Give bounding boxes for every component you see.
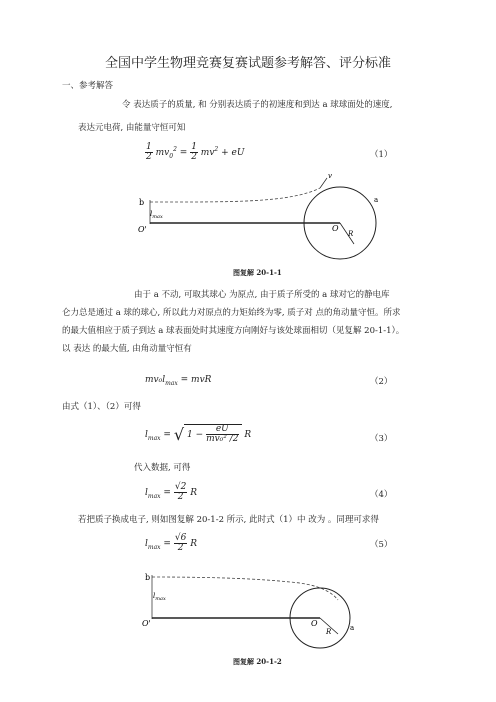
para2-line-1: 由于 a 不动, 可取其球心 为原点, 由于质子所受的 a 球对它的静电库	[134, 290, 390, 300]
equation-2: $mv_0l_{max}$ = mvR	[145, 375, 212, 387]
fig1-label-lmax: $l_{max}$	[150, 210, 163, 220]
fig1-label-origin: O'	[138, 225, 147, 234]
section-heading: 一、参考解答	[62, 81, 114, 91]
eq1-lhs-fraction: $\frac{1}{2}$	[146, 142, 152, 162]
intro-line-1: 令 表达质子的质量, 和 分别表达质子的初速度和到达 a 球球面处的速度,	[122, 100, 393, 110]
eq1-rhs-fraction: $\frac{1}{2}$	[191, 142, 197, 162]
equation-5: $l_{max}$ = $\frac{√6}{2}$ R	[145, 533, 197, 553]
eq4-number: （4）	[370, 490, 393, 500]
para2-line-4: 以 表达 的最大值, 由角动量守恒有	[62, 344, 192, 354]
eq2-number: （2）	[370, 377, 393, 387]
fig1-trajectory-dashed	[150, 188, 320, 202]
substitute-text: 代入数据, 可得	[134, 463, 191, 473]
fig2-label-a: a	[350, 624, 355, 632]
figure-1	[130, 172, 390, 262]
equation-3: $l_{max}$ = √ 1 − $\frac{eU}{\text{mv₀² /2}}$ R	[145, 424, 252, 444]
fig2-label-center: O	[311, 619, 318, 628]
derive-text: 由式（1）、（2）可得	[62, 402, 141, 412]
para2-line-2: 仑力总是通过 a 球的球心, 所以此力对原点的力矩始终为零, 质子对 点的角动量守恒。所求	[62, 308, 401, 318]
para2-line-3: 的最大值相应于质子到达 a 球表面处时其速度方向刚好与该处球面相切（见复解 20-1-1）。	[62, 326, 405, 336]
figure-1-caption: 图复解 20-1-1	[233, 268, 282, 277]
fig1-label-v: v	[328, 172, 332, 180]
fig2-label-origin: O'	[142, 619, 151, 628]
fig1-label-radius: R	[348, 230, 354, 238]
eq5-number: （5）	[370, 540, 393, 550]
eq1-rhs-extra: + eU	[221, 148, 245, 158]
figure-2	[140, 570, 380, 650]
fig2-label-lmax: $l_{max}$	[153, 592, 166, 602]
eq1-rhs-term: mv	[200, 148, 215, 158]
eq1-number: （1）	[370, 150, 393, 160]
figure-2-caption: 图复解 20-1-2	[233, 657, 282, 666]
fig1-velocity-arrow	[320, 178, 327, 188]
intro-line-2: 表达元电荷, 由能量守恒可知	[78, 123, 186, 133]
eq1-lhs-term: mv	[155, 148, 170, 158]
fig1-label-center: O	[332, 224, 339, 233]
page-title: 全国中学生物理竞赛复赛试题参考解答、评分标准	[104, 56, 391, 71]
fig2-label-b: b	[145, 573, 151, 582]
eq3-number: （3）	[370, 434, 393, 444]
fig2-trajectory-dashed	[152, 577, 338, 600]
fig1-label-b: b	[139, 198, 145, 207]
equation-4: $l_{max}$ = $\frac{√2}{2}$ R	[145, 482, 197, 502]
equation-1: $\frac{1}{2}$ $mv_0^2$ = $\frac{1}{2}$ $mv^2$ + eU	[146, 142, 245, 162]
electron-note: 若把质子换成电子, 则如图复解 20-1-2 所示, 此时式（1）中 改为 。同理可求得	[78, 515, 379, 525]
fig1-label-a: a	[374, 196, 379, 204]
fig2-label-radius: R	[326, 628, 332, 636]
